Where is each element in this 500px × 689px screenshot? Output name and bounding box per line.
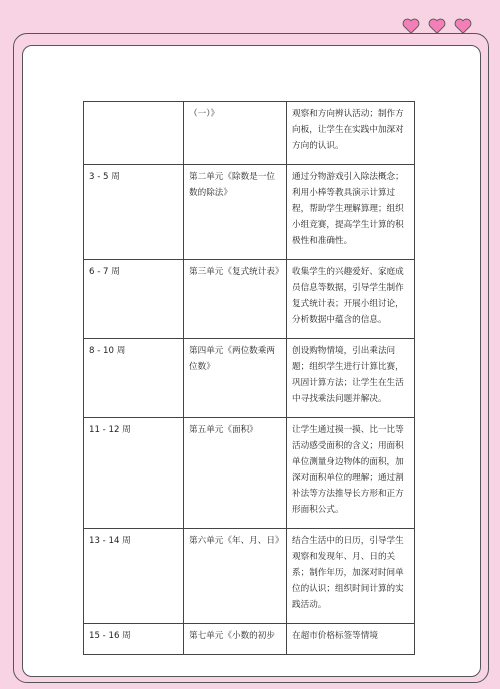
- unit-cell: 第三单元《复式统计表》: [184, 260, 287, 339]
- table-row: [84, 529, 415, 624]
- week-cell: [84, 102, 184, 165]
- activity-cell: 收集学生的兴趣爱好、家庭成员信息等数据，引导学生制作复式统计表；开展小组讨论，分析数据中蕴含的信息。: [287, 260, 415, 339]
- table-row: [84, 102, 415, 165]
- unit-cell: （一）》: [184, 102, 287, 165]
- unit-cell: 第四单元《两位数乘两位数》: [184, 339, 287, 418]
- activity-cell: 结合生活中的日历，引导学生观察和发现年、月、日的关系；制作年历，加深对时间单位的认识；组织时间计算的实践活动。: [287, 529, 415, 624]
- activity-cell: 让学生通过摸一摸、比一比等活动感受面积的含义；用面积单位测量身边物体的面积，加深对面积单位的理解；通过割补法等方法推导长方形和正方形面积公式。: [287, 418, 415, 529]
- week-cell: 15 - 16 周: [84, 624, 184, 655]
- unit-cell: 第二单元《除数是一位数的除法》: [184, 165, 287, 260]
- paper-sheet: [22, 45, 481, 677]
- heart-icon: [454, 17, 472, 35]
- table-row: [84, 624, 415, 655]
- week-cell: 13 - 14 周: [84, 529, 184, 624]
- unit-cell: 第六单元《年、月、日》: [184, 529, 287, 624]
- activity-cell: 观察和方向辨认活动；制作方向板，让学生在实践中加深对方向的认识。: [287, 102, 415, 165]
- heart-icon: [428, 17, 446, 35]
- heart-decorations: [402, 17, 472, 35]
- activity-cell: 创设购物情境，引出乘法问题；组织学生进行计算比赛，巩固计算方法；让学生在生活中寻找乘法问题并解决。: [287, 339, 415, 418]
- table-row: [84, 165, 415, 260]
- week-cell: 8 - 10 周: [84, 339, 184, 418]
- heart-icon: [402, 17, 420, 35]
- teaching-schedule-table: [83, 101, 415, 655]
- unit-cell: 第五单元《面积》: [184, 418, 287, 529]
- activity-cell: 在超市价格标签等情境: [287, 624, 415, 655]
- activity-cell: 通过分物游戏引入除法概念；利用小棒等教具演示计算过程，帮助学生理解算理；组织小组竞赛，提高学生计算的积极性和准确性。: [287, 165, 415, 260]
- week-cell: 11 - 12 周: [84, 418, 184, 529]
- table-row: [84, 339, 415, 418]
- table-row: [84, 260, 415, 339]
- week-cell: 6 - 7 周: [84, 260, 184, 339]
- unit-cell: 第七单元《小数的初步: [184, 624, 287, 655]
- week-cell: 3 - 5 周: [84, 165, 184, 260]
- table-row: [84, 418, 415, 529]
